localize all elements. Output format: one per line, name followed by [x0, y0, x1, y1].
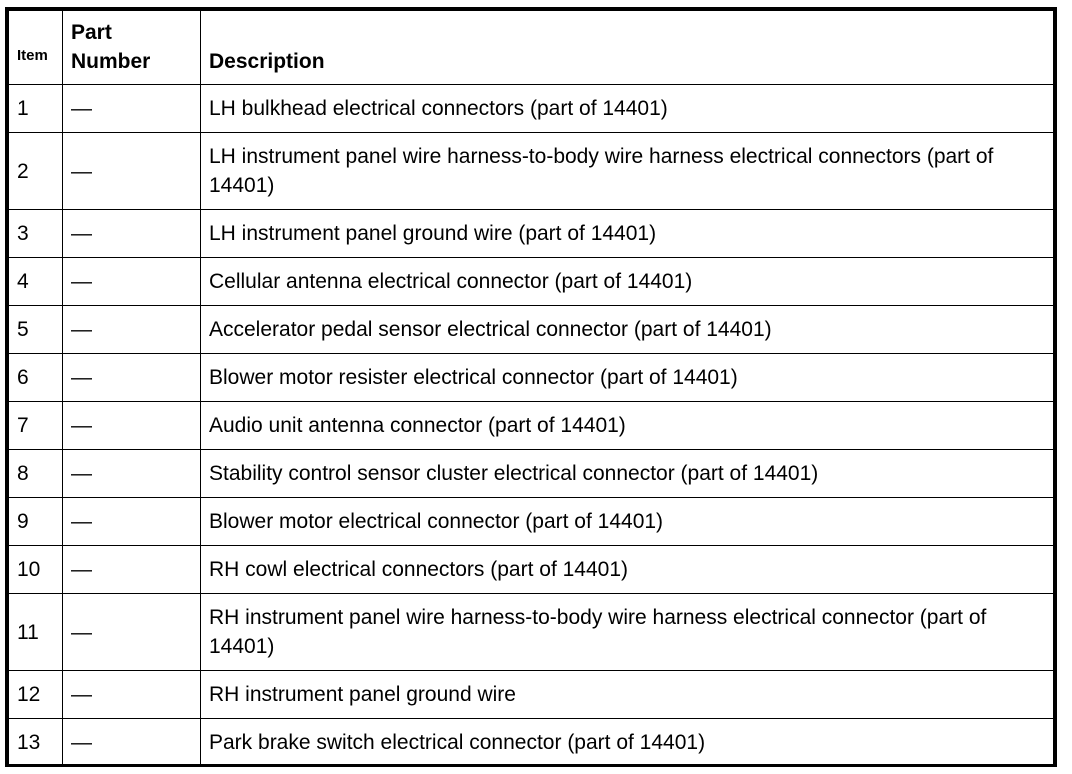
part-number-cell: — — [63, 354, 201, 402]
description-cell: RH instrument panel wire harness-to-body wire harness electrical connector (part of 14401) — [201, 594, 1054, 671]
table-row — [9, 546, 1054, 594]
table-row — [9, 210, 1054, 258]
part-number-cell: — — [63, 450, 201, 498]
description-cell: Accelerator pedal sensor electrical connector (part of 14401) — [201, 306, 1054, 354]
header-part-number: Part Number — [63, 11, 201, 85]
table-row — [9, 306, 1054, 354]
item-cell: 1 — [9, 85, 63, 133]
part-number-cell: — — [63, 594, 201, 671]
part-number-cell: — — [63, 210, 201, 258]
parts-table — [8, 10, 1054, 767]
table-row — [9, 133, 1054, 210]
description-cell: LH bulkhead electrical connectors (part of 14401) — [201, 85, 1054, 133]
description-cell: Blower motor resister electrical connector (part of 14401) — [201, 354, 1054, 402]
header-item: Item — [9, 11, 63, 85]
table-row — [9, 85, 1054, 133]
part-number-cell: — — [63, 498, 201, 546]
description-cell: RH instrument panel ground wire — [201, 671, 1054, 719]
item-cell: 12 — [9, 671, 63, 719]
item-cell: 7 — [9, 402, 63, 450]
part-number-cell: — — [63, 546, 201, 594]
item-cell: 10 — [9, 546, 63, 594]
item-cell: 13 — [9, 719, 63, 767]
description-cell: Stability control sensor cluster electrical connector (part of 14401) — [201, 450, 1054, 498]
item-cell: 3 — [9, 210, 63, 258]
description-cell: LH instrument panel ground wire (part of 14401) — [201, 210, 1054, 258]
table-row — [9, 594, 1054, 671]
item-cell: 11 — [9, 594, 63, 671]
description-cell: Cellular antenna electrical connector (part of 14401) — [201, 258, 1054, 306]
part-number-cell: — — [63, 258, 201, 306]
description-cell: RH cowl electrical connectors (part of 14401) — [201, 546, 1054, 594]
table-row — [9, 354, 1054, 402]
header-description: Description — [201, 11, 1054, 85]
table-row — [9, 402, 1054, 450]
item-cell: 5 — [9, 306, 63, 354]
item-cell: 4 — [9, 258, 63, 306]
description-cell: LH instrument panel wire harness-to-body wire harness electrical connectors (part of 14401) — [201, 133, 1054, 210]
part-number-cell: — — [63, 719, 201, 767]
item-cell: 8 — [9, 450, 63, 498]
table-row — [9, 671, 1054, 719]
table-row — [9, 719, 1054, 767]
parts-table-container — [5, 7, 1057, 767]
part-number-cell: — — [63, 85, 201, 133]
description-cell: Blower motor electrical connector (part of 14401) — [201, 498, 1054, 546]
item-cell: 2 — [9, 133, 63, 210]
item-cell: 6 — [9, 354, 63, 402]
part-number-cell: — — [63, 133, 201, 210]
table-row — [9, 450, 1054, 498]
table-row — [9, 498, 1054, 546]
part-number-cell: — — [63, 402, 201, 450]
part-number-cell: — — [63, 671, 201, 719]
table-header-row — [9, 11, 1054, 85]
description-cell: Park brake switch electrical connector (part of 14401) — [201, 719, 1054, 767]
description-cell: Audio unit antenna connector (part of 14401) — [201, 402, 1054, 450]
item-cell: 9 — [9, 498, 63, 546]
table-row — [9, 258, 1054, 306]
part-number-cell: — — [63, 306, 201, 354]
